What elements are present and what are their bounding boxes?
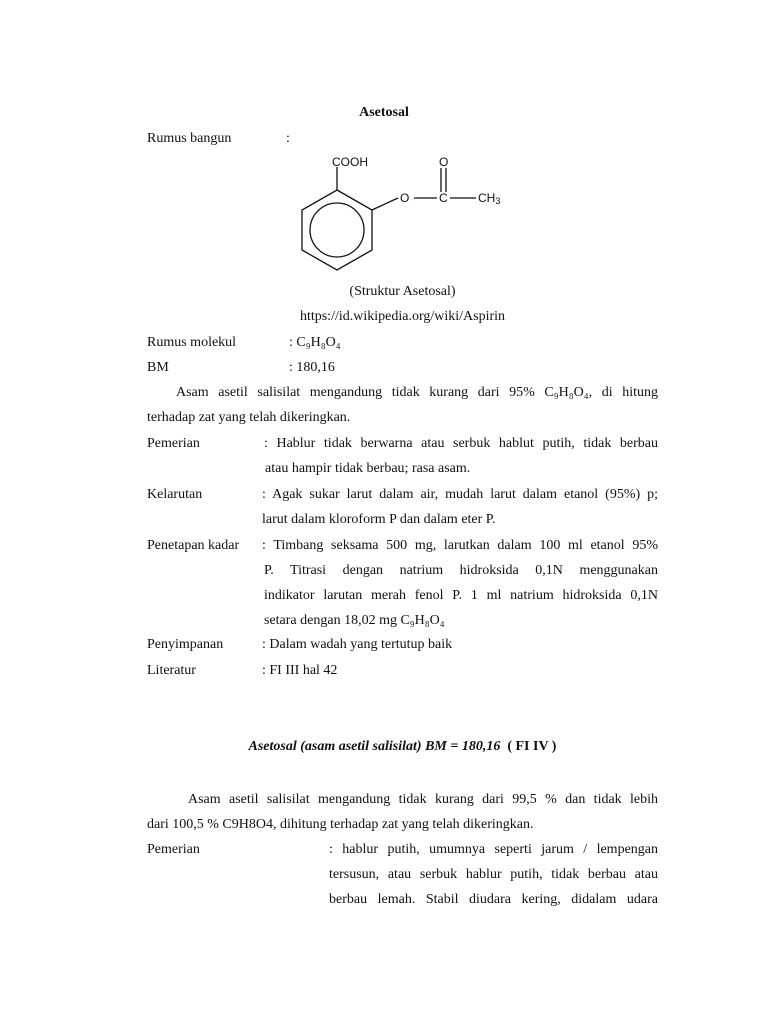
bm-value: : 180,16 [289, 360, 335, 375]
pemerian-line-2: atau hampir tidak berbau; rasa asam. [265, 461, 471, 476]
pemerian-label: Pemerian [147, 436, 200, 451]
rumus-molekul-value: : C₉H₈O₄ [289, 335, 341, 350]
acetylsalicylic-structure-diagram [290, 150, 520, 280]
section-heading-fi-iv: Asetosal (asam asetil salisilat) BM = 180,16 ( FI IV ) [248, 739, 557, 754]
penetapan-line-3: indikator larutan merah fenol P. 1 ml natrium hidroksida 0,1N [264, 588, 658, 603]
document-title: Asetosal [359, 105, 409, 120]
penetapan-kadar-label: Penetapan kadar [147, 538, 240, 553]
penetapan-line-4: setara dengan 18,02 mg C₉H₈O₄ [264, 613, 445, 628]
ester-oxygen-label: O [400, 191, 410, 205]
rumus-molekul-label: Rumus molekul [147, 335, 237, 350]
pemerian-line-1: : Hablur tidak berwarna atau serbuk hablut putih, tidak berbau [264, 436, 658, 451]
pemerian-2-line-1: : hablur putih, umumnya seperti jarum / lempengan [329, 842, 658, 857]
pemerian-2-line-3: berbau lemah. Stabil diudara kering, didalam udara [329, 892, 658, 907]
kelarutan-label: Kelarutan [147, 487, 203, 502]
paragraph-2-line-1: Asam asetil salisilat mengandung tidak kurang dari 99,5 % dan tidak lebih [188, 792, 658, 807]
literatur-value: : FI III hal 42 [262, 663, 338, 678]
pemerian-2-label: Pemerian [147, 842, 200, 857]
penyimpanan-label: Penyimpanan [147, 637, 224, 652]
source-link[interactable]: https://id.wikipedia.org/wiki/Aspirin [299, 309, 506, 324]
paragraph-2-line-2: dari 100,5 % C9H8O4, dihitung terhadap zat yang telah dikeringkan. [147, 817, 534, 832]
methyl-label: $CH_3$ [478, 191, 501, 206]
kelarutan-line-1: : Agak sukar larut dalam air, mudah larut dalam etanol (95%) p; [262, 487, 658, 502]
penetapan-line-2: P. Titrasi dengan natrium hidroksida 0,1N menggunakan [264, 563, 658, 578]
pemerian-2-line-2: tersusun, atau serbuk hablur putih, tidak berbau atau [329, 867, 658, 882]
carbonyl-oxygen-label: O [439, 155, 449, 169]
penetapan-line-1: : Timbang seksama 500 mg, larutkan dalam 100 ml etanol 95% [262, 538, 658, 553]
rumus-bangun-separator: : [286, 131, 290, 146]
kelarutan-line-2: larut dalam kloroform P dan dalam eter P. [262, 512, 496, 527]
cooh-label: COOH [332, 155, 368, 169]
bm-label: BM [147, 360, 169, 375]
penyimpanan-value: : Dalam wadah yang tertutup baik [262, 637, 453, 652]
carbonyl-carbon-label: C [439, 191, 448, 205]
paragraph-1-line-1: Asam asetil salisilat mengandung tidak kurang dari 95% C₉H₈O₄, di hitung [176, 385, 658, 400]
paragraph-1-line-2: terhadap zat yang telah dikeringkan. [147, 410, 351, 425]
bond-ring-o [372, 198, 398, 210]
structure-caption: (Struktur Asetosal) [349, 284, 456, 299]
benzene-inner-circle [310, 203, 364, 257]
literatur-label: Literatur [147, 663, 196, 678]
benzene-ring [302, 190, 372, 270]
rumus-bangun-label: Rumus bangun [147, 131, 232, 146]
